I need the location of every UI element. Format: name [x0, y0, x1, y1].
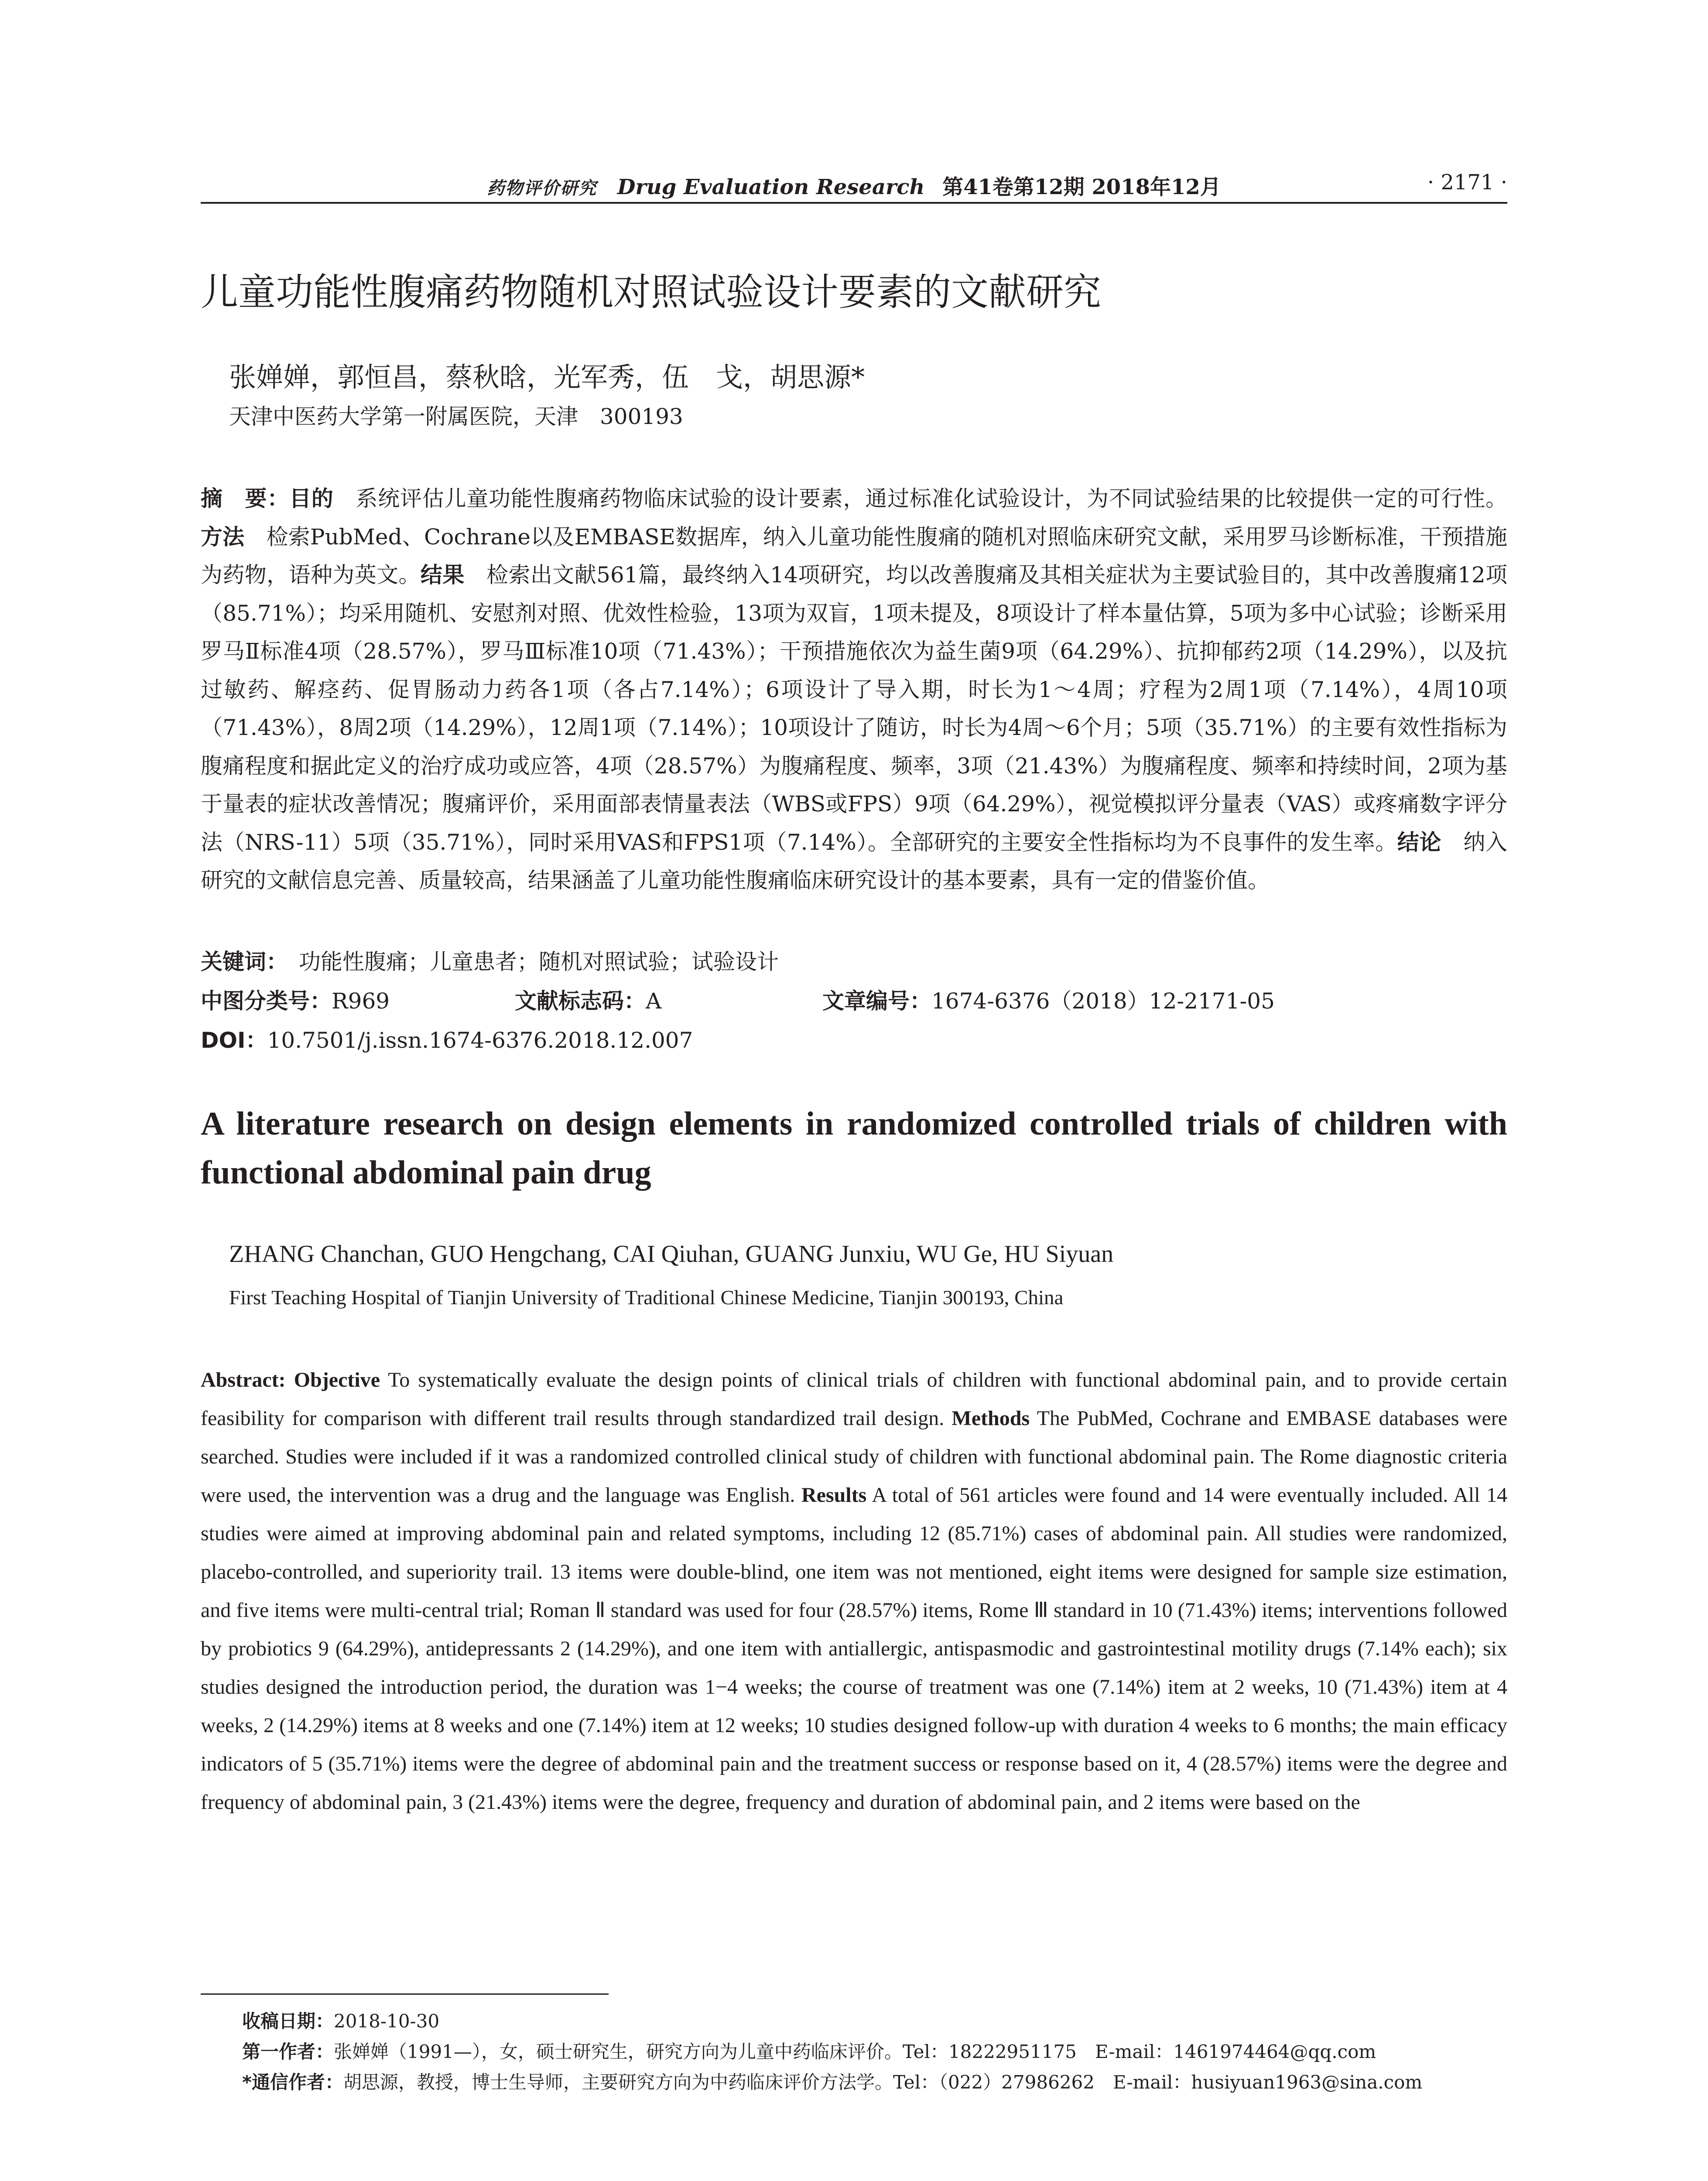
- methods-en-label: Methods: [952, 1407, 1030, 1430]
- header-journal-info: [201, 170, 1507, 200]
- abstract-en-label: Abstract:: [201, 1368, 286, 1391]
- doi: [201, 1023, 1507, 1058]
- document-code: 文献标志码：A: [515, 988, 662, 1014]
- header-rule: [201, 202, 1507, 204]
- results-label: 结果: [420, 562, 465, 588]
- footnote-received: 收稿日期：2018-10-30: [242, 2010, 440, 2032]
- abstract-english: [201, 1361, 1507, 1822]
- title-english: A literature research on design elements in randomized controlled trials of children with functional abdominal pain drug: [201, 1105, 1507, 1191]
- objective-en-label: Objective: [294, 1368, 380, 1391]
- objective-en-text: To systematically evaluate the design points of clinical trials of children with functional abdominal pain, and to provide certain feasibility for comparison with different trail results through standardized trail design.: [201, 1368, 1508, 1430]
- doi-label: DOI：: [201, 1028, 267, 1053]
- methods-text: 检索PubMed、Cochrane以及EMBASE数据库，纳入儿童功能性腹痛的随机对照临床研究文献，采用罗马诊断标准，干预措施为药物，语种为英文。: [201, 524, 1507, 588]
- methods-en-text: The PubMed, Cochrane and EMBASE databases were searched. Studies were included if it was a randomized controlled clinical study of children with functional abdominal pain. The Rome diagnostic criteria were used, the intervention was a drug and the language was English.: [201, 1407, 1508, 1507]
- results-en-label: Results: [801, 1484, 867, 1507]
- results-text: 检索出文献561篇，最终纳入14项研究，均以改善腹痛及其相关症状为主要试验目的，其中改善腹痛12项（85.71%）；均采用随机、安慰剂对照、优效性检验，13项为双盲，1项未提及，8项设计了样本量估算，5项为多中心试验；诊断采用罗马Ⅱ标准4项（28.57%），罗马Ⅲ标准10项（71.43%）；干预措施依次为益生菌9项（64.29%）、抗抑郁药2项（14.29%），以及抗过敏药、解痉药、促胃肠动力药各1项（各占7.14%）；6项设计了导入期，时长为1～4周；疗程为2周1项（7.14%），4周10项（71.43%），8周2项（14.29%），12周1项（7.14%）；10项设计了随访，时长为4周～6个月；5项（35.71%）的主要有效性指标为腹痛程度和据此定义的治疗成功或应答，4项（28.57%）为腹痛程度、频率，3项（21.43%）为腹痛程度、频率和持续时间，2项为基于量表的症状改善情况；腹痛评价，采用面部表情量表法（WBS或FPS）9项（64.29%），视觉模拟评分量表（VAS）或疼痛数字评分法（NRS-11）5项（35.71%），同时采用VAS和FPS1项（7.14%）。全部研究的主要安全性指标均为不良事件的发生率。: [201, 562, 1508, 855]
- keywords-chinese: [201, 944, 1507, 979]
- abstract-chinese: [201, 480, 1507, 900]
- keywords-text: 功能性腹痛；儿童患者；随机对照试验；试验设计: [299, 949, 779, 974]
- affiliation-english: First Teaching Hospital of Tianjin University of Traditional Chinese Medicine, Tianjin 300193, China: [229, 1286, 1064, 1309]
- page-number: · 2171 ·: [1427, 170, 1507, 195]
- issue-info: 第41卷第12期 2018年12月: [942, 175, 1221, 199]
- journal-name-en: Drug Evaluation Research: [617, 175, 925, 199]
- footnote-rule: [201, 1993, 609, 1995]
- conclusion-text: 纳入研究的文献信息完善、质量较高，结果涵盖了儿童功能性腹痛临床研究设计的基本要素，具有一定的借鉴价值。: [201, 829, 1507, 893]
- authors-english: ZHANG Chanchan, GUO Hengchang, CAI Qiuhan, GUANG Junxiu, WU Ge, HU Siyuan: [229, 1241, 1114, 1268]
- doi-value: 10.7501/j.issn.1674-6376.2018.12.007: [267, 1028, 693, 1053]
- objective-text: 系统评估儿童功能性腹痛药物临床试验的设计要素，通过标准化试验设计，为不同试验结果的比较提供一定的可行性。: [356, 486, 1508, 511]
- footnote-first-author: 第一作者：张婵婵（1991—），女，硕士研究生，研究方向为儿童中药临床评价。Tel：18222951175 E-mail：1461974464@qq.com: [242, 2041, 1376, 2062]
- objective-label: 目的: [289, 486, 334, 511]
- abstract-label: 摘 要：: [201, 486, 290, 511]
- results-en-text: A total of 561 articles were found and 14 were eventually included. All 14 studies were aimed at improving abdominal pain and related symptoms, including 12 (85.71%) cases of abdominal pain. All studies were randomized, placebo-controlled, and superiority trail. 13 items were double-blind, one item was not mentioned, eight items were designed for sample size estimation, and five items were multi-central trial; Roman Ⅱ standard was used for four (28.57%) items, Rome Ⅲ standard in 10 (71.43%) items; interventions followed by probiotics 9 (64.29%), antidepressants 2 (14.29%), and one item with antiallergic, antispasmodic and gastrointestinal motility drugs (7.14% each); six studies designed the introduction period, the duration was 1−4 weeks; the course of treatment was one (7.14%) item at 2 weeks, 10 (71.43%) item at 4 weeks, 2 (14.29%) items at 8 weeks and one (7.14%) item at 12 weeks; 10 studies designed follow-up with duration 4 weeks to 6 months; the main efficacy indicators of 5 (35.71%) items were the degree of abdominal pain and the treatment success or response based on it, 4 (28.57%) items were the degree and frequency of abdominal pain, 3 (21.43%) items were the degree, frequency and duration of abdominal pain, and 2 items were based on the: [201, 1484, 1507, 1814]
- authors-chinese: 张婵婵，郭恒昌，蔡秋晗，光军秀，伍 戈，胡思源*: [229, 361, 865, 393]
- classification-row: [201, 984, 1507, 1019]
- footnote-corresponding-author: *通信作者：胡思源，教授，博士生导师，主要研究方向为中药临床评价方法学。Tel：（022）27986262 E-mail：husiyuan1963@sina.com: [242, 2072, 1423, 2093]
- keywords-label: 关键词：: [201, 949, 277, 974]
- running-header: [201, 170, 1507, 201]
- conclusion-label: 结论: [1397, 829, 1441, 855]
- methods-label: 方法: [201, 524, 245, 550]
- title-chinese: 儿童功能性腹痛药物随机对照试验设计要素的文献研究: [201, 270, 1101, 314]
- affiliation-chinese: 天津中医药大学第一附属医院，天津 300193: [229, 404, 683, 429]
- article-number: 文章编号：1674-6376（2018）12-2171-05: [822, 988, 1275, 1014]
- clc-code: 中图分类号：R969: [201, 988, 390, 1014]
- journal-logo: 药物评价研究: [487, 178, 597, 198]
